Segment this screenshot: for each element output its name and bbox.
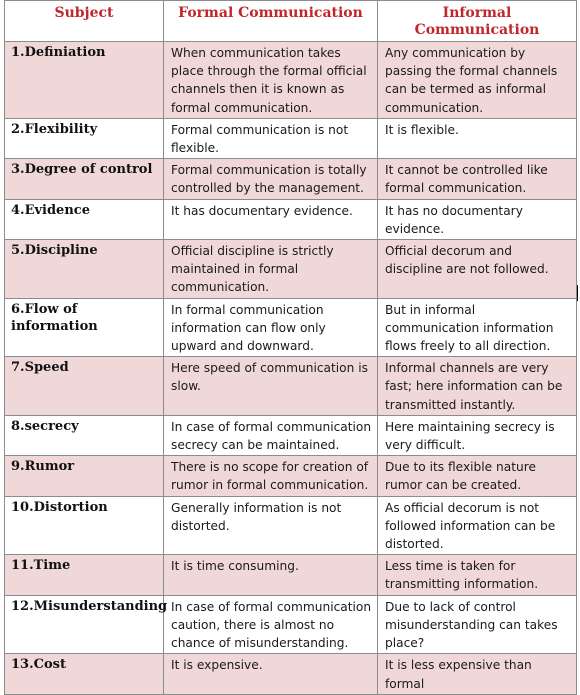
row-formal: It is expensive. bbox=[164, 654, 378, 694]
row-subject: 6.Flow of information bbox=[5, 298, 164, 357]
row-formal: It has documentary evidence. bbox=[164, 199, 378, 239]
row-subject: 10.Distortion bbox=[5, 496, 164, 555]
row-subject: 8.secrecy bbox=[5, 415, 164, 455]
row-formal: There is no scope for creation of rumor in formal communication. bbox=[164, 456, 378, 496]
row-informal: Informal channels are very fast; here information can be transmitted instantly. bbox=[378, 357, 577, 416]
table-row bbox=[5, 595, 577, 654]
row-subject: 1.Definiation bbox=[5, 42, 164, 119]
table-row bbox=[5, 357, 577, 416]
table-row bbox=[5, 298, 577, 357]
comparison-table-container bbox=[4, 0, 576, 691]
comparison-table bbox=[4, 0, 577, 695]
header-formal: Formal Communication bbox=[164, 1, 378, 42]
row-formal: When communication takes place through the formal official channels then it is known as formal communication. bbox=[164, 42, 378, 119]
table-row bbox=[5, 159, 577, 199]
row-formal: In case of formal communication caution, there is almost no chance of misunderstanding. bbox=[164, 595, 378, 654]
table-row bbox=[5, 456, 577, 496]
row-subject: 4.Evidence bbox=[5, 199, 164, 239]
row-subject: 5.Discipline bbox=[5, 240, 164, 299]
row-subject: 12.Misunderstanding bbox=[5, 595, 164, 654]
row-informal: Due to its flexible nature rumor can be created. bbox=[378, 456, 577, 496]
table-row bbox=[5, 654, 577, 694]
row-informal: Here maintaining secrecy is very difficult. bbox=[378, 415, 577, 455]
row-subject: 11.Time bbox=[5, 555, 164, 595]
row-formal: Formal communication is totally controlled by the management. bbox=[164, 159, 378, 199]
row-formal: Official discipline is strictly maintained in formal communication. bbox=[164, 240, 378, 299]
row-subject: 13.Cost bbox=[5, 654, 164, 694]
row-formal: In case of formal communication secrecy can be maintained. bbox=[164, 415, 378, 455]
row-informal: It cannot be controlled like formal communication. bbox=[378, 159, 577, 199]
header-subject: Subject bbox=[5, 1, 164, 42]
row-subject: 2.Flexibility bbox=[5, 118, 164, 158]
table-row bbox=[5, 555, 577, 595]
row-formal: Here speed of communication is slow. bbox=[164, 357, 378, 416]
table-row bbox=[5, 118, 577, 158]
row-formal: Generally information is not distorted. bbox=[164, 496, 378, 555]
row-informal: It is flexible. bbox=[378, 118, 577, 158]
header-row bbox=[5, 1, 577, 42]
row-subject: 3.Degree of control bbox=[5, 159, 164, 199]
row-formal: Formal communication is not flexible. bbox=[164, 118, 378, 158]
row-informal: It has no documentary evidence. bbox=[378, 199, 577, 239]
table-row bbox=[5, 240, 577, 299]
table-row bbox=[5, 415, 577, 455]
row-informal: Any communication by passing the formal channels can be termed as informal communication. bbox=[378, 42, 577, 119]
row-subject: 9.Rumor bbox=[5, 456, 164, 496]
row-informal: As official decorum is not followed information can be distorted. bbox=[378, 496, 577, 555]
row-formal: It is time consuming. bbox=[164, 555, 378, 595]
row-informal: Less time is taken for transmitting information. bbox=[378, 555, 577, 595]
row-formal: In formal communication information can flow only upward and downward. bbox=[164, 298, 378, 357]
row-informal: It is less expensive than formal bbox=[378, 654, 577, 694]
row-informal: Due to lack of control misunderstanding can takes place? bbox=[378, 595, 577, 654]
table-row bbox=[5, 42, 577, 119]
row-informal: Official decorum and discipline are not followed. bbox=[378, 240, 577, 299]
text-cursor bbox=[577, 285, 578, 301]
table-row bbox=[5, 496, 577, 555]
row-informal: But in informal communication information flows freely to all direction. bbox=[378, 298, 577, 357]
header-informal: Informal Communication bbox=[378, 1, 577, 42]
row-subject: 7.Speed bbox=[5, 357, 164, 416]
table-row bbox=[5, 199, 577, 239]
